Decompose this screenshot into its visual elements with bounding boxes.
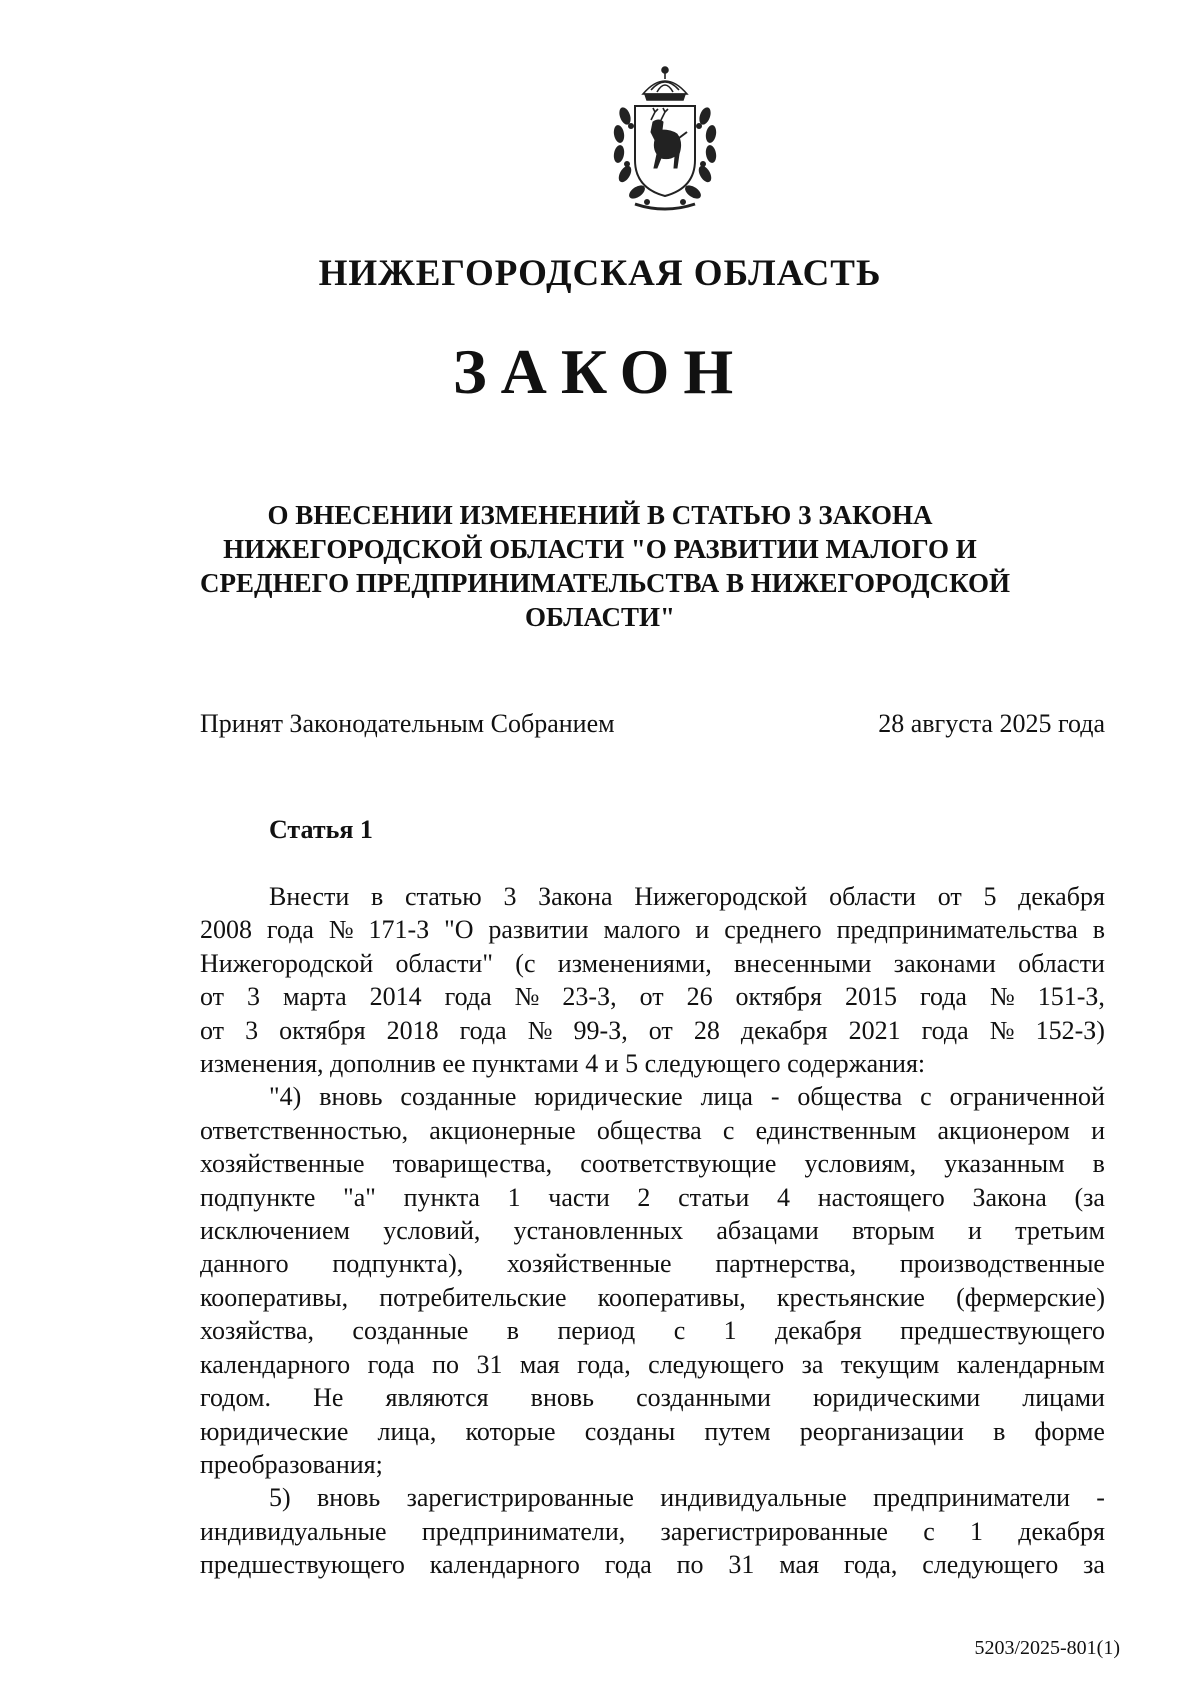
body-word: от [648, 1015, 673, 1045]
body-word: декабря [1018, 882, 1105, 911]
body-word: с [722, 1115, 735, 1145]
body-word: вновь [316, 1483, 381, 1513]
body-word: 2021 [848, 1015, 901, 1045]
body-word: Внести [269, 882, 350, 911]
article-heading: Статья 1 [269, 815, 373, 844]
body-word: года, [577, 1349, 631, 1379]
body-word: "а" [343, 1182, 376, 1212]
body-word: которые [465, 1416, 556, 1446]
body-word: соответствующие [580, 1149, 777, 1179]
body-word: хозяйственные [507, 1249, 672, 1279]
body-word: изменениями, [557, 948, 712, 978]
body-word: 26 [686, 982, 713, 1012]
body-word: 23-З, [562, 982, 617, 1012]
body-text-line [200, 1181, 1105, 1214]
body-word: пункта [403, 1182, 480, 1212]
coat-of-arms-emblem [595, 64, 735, 214]
body-word: с [673, 1316, 686, 1346]
body-word: в [1092, 1149, 1105, 1179]
body-word: предприниматели, [421, 1516, 626, 1546]
body-word: настоящего [817, 1182, 945, 1212]
body-word: установленных [513, 1216, 684, 1246]
body-word: области [829, 882, 916, 911]
body-word: за [1083, 1550, 1105, 1580]
body-word: потребительские [379, 1282, 567, 1312]
body-word: и [695, 915, 710, 945]
body-word: партнерства, [715, 1249, 857, 1279]
adoption-date: 28 августа 2025 года [878, 709, 1105, 738]
body-word: хозяйства, [200, 1316, 315, 1346]
law-title-line: О ВНЕСЕНИИ ИЗМЕНЕНИЙ В СТАТЬЮ 3 ЗАКОНА [267, 500, 933, 530]
body-word: малого [603, 915, 681, 945]
body-text-line [200, 1348, 1105, 1381]
body-word: производственные [899, 1249, 1105, 1279]
body-word: по [676, 1550, 704, 1580]
body-word: года [459, 1015, 507, 1045]
body-text-line [200, 1448, 1105, 1481]
body-word: года [921, 1015, 969, 1045]
body-word: индивидуальные [660, 1483, 847, 1513]
body-word: изменения, дополнив ее пунктами 4 и 5 следующего содержания: [200, 1049, 926, 1079]
body-word: 2015 [844, 982, 897, 1012]
body-word: 31 [728, 1550, 755, 1580]
body-word: мая [519, 1349, 560, 1379]
body-word: № [527, 1015, 553, 1045]
body-word: от [200, 982, 225, 1012]
body-text-line [200, 1214, 1105, 1247]
body-text-line [200, 1281, 1105, 1314]
body-word: - [770, 1082, 780, 1112]
body-word: № [989, 1015, 1015, 1045]
body-word: следующего [922, 1550, 1059, 1580]
body-word: 171-З [368, 915, 430, 945]
adopted-by: Принят Законодательным Собранием [200, 709, 615, 738]
body-word: 2008 [200, 915, 252, 945]
body-word: 31 [476, 1349, 503, 1379]
law-title-line: НИЖЕГОРОДСКОЙ ОБЛАСТИ "О РАЗВИТИИ МАЛОГО И [223, 534, 977, 564]
body-word: подпункта), [332, 1249, 464, 1279]
body-word: Закона [538, 882, 613, 911]
body-word: реорганизации [799, 1416, 964, 1446]
adoption-line [200, 708, 1105, 740]
body-text-line [200, 1047, 1105, 1080]
body-word: года, [843, 1550, 898, 1580]
body-word: № [514, 982, 540, 1012]
body-text-line [200, 1080, 1105, 1113]
body-word: зарегистрированные [660, 1516, 888, 1546]
document-type-heading: ЗАКОН [452, 336, 748, 407]
body-text-line [200, 1548, 1105, 1581]
body-word: от [200, 1015, 225, 1045]
body-word: 3 [503, 882, 517, 911]
body-word: созданные [400, 1082, 517, 1112]
body-word: 4 [777, 1182, 791, 1212]
body-word: за [801, 1349, 824, 1379]
body-text-line [200, 1014, 1105, 1047]
body-word: 1 [970, 1516, 983, 1546]
body-word: "О [444, 915, 474, 945]
body-word: индивидуальные [200, 1516, 387, 1546]
body-text-line [200, 1481, 1105, 1514]
body-word: созданы [584, 1416, 676, 1446]
body-word: области" [395, 948, 493, 978]
document-number: 5203/2025-801(1) [974, 1637, 1120, 1659]
body-word: период [557, 1316, 636, 1346]
body-word: - [1096, 1483, 1105, 1513]
body-word: хозяйственные [200, 1149, 365, 1179]
body-word: с [923, 1516, 935, 1546]
body-word: предприниматели [873, 1483, 1071, 1513]
body-word: путем [704, 1416, 771, 1446]
body-word: с [920, 1082, 932, 1112]
body-word: годом. [200, 1383, 271, 1413]
body-word: акционерные [429, 1115, 576, 1145]
body-word: лицами [1022, 1383, 1105, 1413]
body-word: подпункте [200, 1182, 316, 1212]
region-heading: НИЖЕГОРОДСКАЯ ОБЛАСТЬ [318, 253, 882, 294]
body-text-line [200, 880, 1105, 913]
body-word: календарного [200, 1349, 351, 1379]
body-word: календарного [429, 1550, 580, 1580]
body-word: в [370, 882, 384, 911]
body-word: данного [200, 1249, 289, 1279]
body-word: предшествующего [200, 1550, 405, 1580]
body-word: ответственностью, [200, 1115, 409, 1145]
body-word: вновь [319, 1082, 383, 1112]
body-word: 5 [983, 882, 997, 911]
body-word: календарным [956, 1349, 1105, 1379]
body-text-line [200, 1515, 1105, 1548]
law-title-line: ОБЛАСТИ" [525, 602, 675, 632]
body-word: развитии [488, 915, 589, 945]
body-word: в [1092, 915, 1105, 945]
body-word: от [639, 982, 664, 1012]
body-word: 2018 [386, 1015, 439, 1045]
body-word: "4) [269, 1082, 302, 1112]
body-word: Не [313, 1383, 344, 1413]
body-word: № [989, 982, 1015, 1012]
body-word: статьи [678, 1182, 750, 1212]
body-word: декабря [775, 1316, 862, 1346]
body-word: (за [1074, 1182, 1105, 1212]
body-word: внесенными [734, 948, 872, 978]
body-word: (с [515, 948, 536, 978]
article-body [200, 880, 1105, 1582]
body-word: Нижегородской [200, 948, 374, 978]
body-word: ограниченной [949, 1082, 1105, 1112]
body-text-line [200, 980, 1105, 1013]
body-word: вторым [852, 1216, 935, 1246]
body-word: зарегистрированные [406, 1483, 634, 1513]
body-word: 1 [723, 1316, 737, 1346]
body-word: Нижегородской [634, 882, 808, 911]
body-word: следующего [648, 1349, 785, 1379]
body-word: 5) [269, 1483, 291, 1513]
body-word: 2014 [369, 982, 422, 1012]
body-word: статью [404, 882, 482, 911]
body-word: в [506, 1316, 520, 1346]
body-word: октября [735, 982, 822, 1012]
body-word: созданными [636, 1383, 771, 1413]
body-word: законами [893, 948, 996, 978]
body-word: указанным [944, 1149, 1065, 1179]
body-word: по [432, 1349, 460, 1379]
body-text-line [200, 1147, 1105, 1180]
body-word: вновь [530, 1383, 594, 1413]
body-text-line [200, 1314, 1105, 1347]
body-word: мая [779, 1550, 820, 1580]
body-word: года [604, 1550, 652, 1580]
body-word: являются [385, 1383, 489, 1413]
body-text-line [200, 947, 1105, 980]
body-word: 151-З, [1037, 982, 1105, 1012]
body-word: акционером [937, 1115, 1070, 1145]
body-word: декабря [1018, 1516, 1105, 1546]
body-word: (фермерские) [956, 1282, 1105, 1312]
body-word: абзацами [716, 1216, 819, 1246]
body-text-line [200, 1114, 1105, 1147]
body-word: от [937, 882, 962, 911]
body-word: условий, [383, 1216, 481, 1246]
body-word: предшествующего [900, 1316, 1105, 1346]
body-word: года [266, 915, 314, 945]
body-word: 3 [245, 1015, 259, 1045]
body-word: лица [700, 1082, 753, 1112]
body-word: Закона [972, 1182, 1047, 1212]
body-word: части [548, 1182, 610, 1212]
body-word: третьим [1015, 1216, 1105, 1246]
body-word: года [919, 982, 967, 1012]
body-word: года [367, 1349, 415, 1379]
body-word: лица, [377, 1416, 437, 1446]
body-word: 1 [507, 1182, 521, 1212]
body-word: кооперативы, [200, 1282, 349, 1312]
body-word: единственным [755, 1115, 917, 1145]
body-word: 152-З) [1035, 1015, 1105, 1045]
body-word: юридические [534, 1082, 683, 1112]
body-word: товарищества, [392, 1149, 553, 1179]
body-word: предпринимательства [836, 915, 1078, 945]
body-word: общества [596, 1115, 702, 1145]
body-word: текущим [840, 1349, 940, 1379]
body-text-line [200, 913, 1105, 946]
law-title [200, 498, 1010, 634]
body-word: общества [797, 1082, 903, 1112]
body-text-line [200, 1415, 1105, 1448]
body-text-line [200, 1381, 1105, 1414]
body-word: исключением [200, 1216, 350, 1246]
body-word: марта [282, 982, 347, 1012]
body-word: форме [1034, 1416, 1105, 1446]
body-word: 3 [247, 982, 260, 1012]
body-word: и [967, 1216, 982, 1246]
body-word: № [328, 915, 354, 945]
body-word: и [1091, 1115, 1105, 1145]
body-word: условиям, [804, 1149, 917, 1179]
body-word: 28 [693, 1015, 720, 1045]
body-word: юридические [200, 1416, 349, 1446]
body-text-line [200, 1247, 1105, 1280]
body-word: области [1018, 948, 1105, 978]
body-word: кооперативы, [597, 1282, 746, 1312]
body-word: года [444, 982, 492, 1012]
body-word: декабря [740, 1015, 828, 1045]
body-word: 99-З, [573, 1015, 628, 1045]
law-title-line: СРЕДНЕГО ПРЕДПРИНИМАТЕЛЬСТВА В НИЖЕГОРОДСКОЙ [200, 568, 1010, 598]
body-word: преобразования; [200, 1449, 383, 1479]
body-word: 2 [637, 1182, 651, 1212]
body-word: юридическими [812, 1383, 981, 1413]
body-word: октября [279, 1015, 366, 1045]
body-word: среднего [724, 915, 822, 945]
body-word: крестьянские [776, 1282, 925, 1312]
body-word: созданные [352, 1316, 469, 1346]
body-word: в [993, 1416, 1006, 1446]
